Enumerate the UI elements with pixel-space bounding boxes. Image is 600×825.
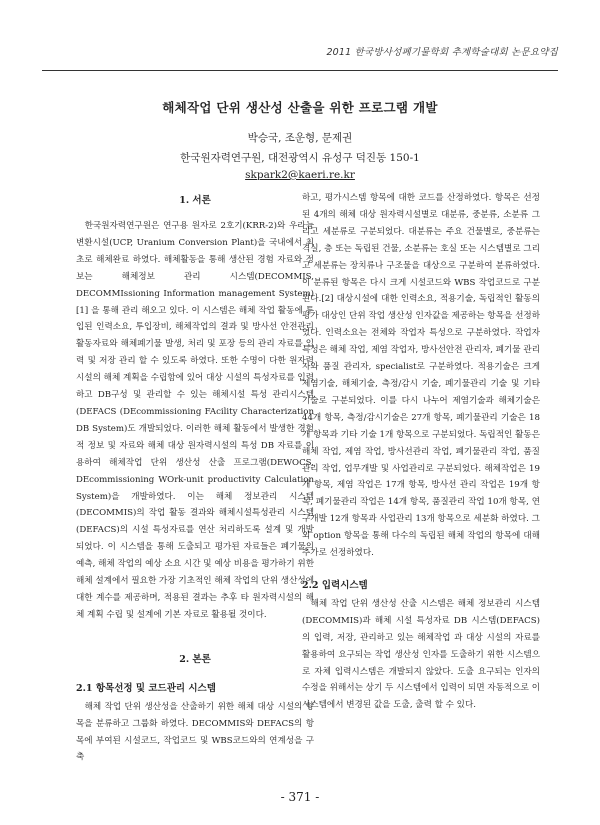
section-heading-body: 2. 본론 <box>179 653 211 665</box>
running-header: 2011 한국방사성폐기물학회 추계학술대회 논문요약집 <box>326 47 558 58</box>
spacer <box>76 624 314 649</box>
item-selection-paragraph-start: 해체 작업 단위 생산성을 산출하기 위한 해체 대상 시설의 항목을 분류하고 그룹화 하였다. DECOMMIS와 DEFACS의 항목에 부여된 시설코드, 작업코드 및 WBS코드와의 연계성을 구축 <box>76 701 314 763</box>
spacer <box>302 562 540 576</box>
paper-title: 해체작업 단위 생산성 산출을 위한 프로그램 개발 <box>162 100 438 115</box>
input-system-paragraph: 해체 작업 단위 생산성 산출 시스템은 해체 정보관리 시스템(DECOMMIS)과 해체 시설 특성자료 DB 시스템(DEFACS)의 입력, 저장, 관리하고 있는 해체작업 과 대상 시설의 자료를 활용하여 요구되는 작업 생산성 인자를 도출하기 위한 시스템으로 자체 입력시스템은 개발되지 않았다. 도출 요구되는 인자의 수정을 위해서는 상기 두 시스템에서 입력이 되면 자동적으로 이 시스템에서 변경된 값을 도출, 출력 할 수 있다. <box>302 598 540 711</box>
section-heading-introduction: 1. 서론 <box>179 195 211 206</box>
page-number: - 371 - <box>280 790 320 804</box>
left-column <box>76 190 314 766</box>
right-column <box>302 190 540 714</box>
item-selection-paragraph-continued: 하고, 평가시스템 항목에 대한 코드를 산정하였다. 항목은 선정된 4개의 해체 대상 원자력시설별로 대분류, 중분류, 소분류 그리고 세분류로 구분되었다. 대분류는 주요 건물별로, 중분류는 격실, 층 또는 독립된 건물, 소분류는 호실 또는 시스템별로 그리고 세분류는 장치류나 구조물을 대상으로 구분하여 분류하였다. 이 분류된 항목은 다시 크게 시설코드와 WBS 작업코드로 구분된다.[2] 대상시설에 대한 인력소요, 적용기술, 독립적인 활동의 평가 대상인 단위 작업 생산성 인자값을 제공하는 항목을 선정하였다. 인력소요는 전체와 작업자 특성으로 구분하였다. 작업자 특성은 해체 작업, 제염 작업자, 방사선안전 관리자, 폐기물 관리자와 품질 관리자, specialist로 구분하였다. 적용기술은 크게 제염기술, 해체기술, 측정/감시 기술, 폐기물관리 기술 및 기타 기술로 구분되었다. 이를 다시 나누어 제염기술과 해체기술은 44개 항목, 측정/감시기술은 27개 항목, 폐기물관리 기술은 18개 항목과 기타 기술 1개 항목으로 구분되었다. 독립적인 활동은 해체 작업, 제염 작업, 방사선관리 작업, 폐기물관리 작업, 품질관리 작업, 업무개발 및 사업관리로 구분되었다. 해체작업은 19개 항목, 제염 작업은 17개 항목, 방사선 관리 작업은 19개 항목, 폐기물관리 작업은 14개 항목, 품질관리 작업 10개 항목, 연구개발 12개 항목과 사업관리 13개 항목으로 세분화 하였다. 그 외 option 항목을 통해 다수의 독립된 해체 작업의 항목에 대해 추가로 선정하였다. <box>302 193 540 559</box>
affiliation: 한국원자력연구원, 대전광역시 유성구 덕진동 150-1 <box>180 152 420 164</box>
introduction-paragraph: 한국원자력연구원은 연구용 원자로 2호기(KRR-2)와 우라늄 변환시설(UCP, Uranium Conversion Plant)을 국내에서 최초로 해체완료 하였다. 해체활동을 통해 생산된 경험 자료와 정보는 해체정보 관리 시스템(DECOMMIS, DECOMMIssioning Information management System)[1] 을 통해 관리 해오고 있다. 이 시스템은 해체 작업 활동에 투입된 인력소요, 투입장비, 해체작업의 결과 및 방사선 안전관리 활동자료와 해체폐기물 발생, 처리 및 포장 등의 관리 자료를 입력 및 저장 관리 할 수 있도록 하였다. 또한 수명이 다한 원자력시설의 해체 계획을 수립함에 있어 대상 시설의 특성자료를 입력하고 DB구성 및 관리할 수 있는 해체시설 특성 관리시스템(DEFACS (DEcommissioning FAcility Characterization DB System)도 개발되었다. 이러한 해체 활동에서 발생한 경험적 정보 및 자료와 해체 대상 원자력시설의 특성 DB 자료를 이용하여 해체작업 단위 생산성 산출 프로그램(DEWOCS, DEcommissioning WOrk-unit productivity Calculation System)을 개발하였다. 이는 해체 정보관리 시스템(DECOMMIS)의 작업 활동 결과와 해체시설특성관리 시스템(DEFACS)의 시설 특성자료를 연산 처리하도록 설계 및 개발 되었다. 이 시스템을 통해 도출되고 평가된 자료들은 폐기물의 예측, 해체 작업의 예상 소요 시간 및 예상 비용을 평가하기 위한 해체 설계에서 필요한 가장 기초적인 해체 작업의 단위 생산성에 대한 계수를 제공하며, 적용된 결과는 추후 타 원자력시설의 해체 계획 수립 및 설계에 기본 자료로 활용될 것이다. <box>76 221 314 620</box>
header-rule <box>42 70 558 71</box>
subsection-heading-item-selection: 2.1 항목선정 및 코드관리 시스템 <box>76 682 216 694</box>
spacer <box>76 671 314 679</box>
subsection-heading-input-system: 2.2 입력시스템 <box>302 579 368 591</box>
email-link[interactable]: skpark2@kaeri.re.kr <box>245 169 355 181</box>
authors: 박승국, 조운형, 문제권 <box>247 132 353 144</box>
